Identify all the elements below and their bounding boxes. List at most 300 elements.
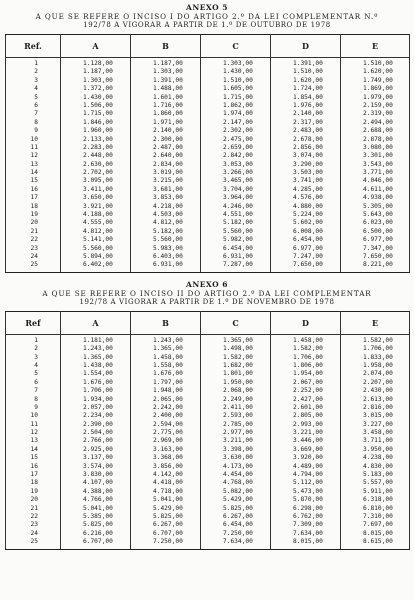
table-cell-value: 6.008,00 bbox=[293, 227, 323, 235]
table-cell-value: 1.974,00 bbox=[223, 110, 253, 118]
table-cell-value: 2.925,00 bbox=[83, 445, 113, 453]
table-cell-value: 2.613,00 bbox=[363, 395, 393, 403]
column-header-b: B bbox=[131, 35, 201, 58]
table-cell-value: 3.266,00 bbox=[223, 169, 253, 177]
column-header-d: D bbox=[271, 311, 341, 334]
table-cell-value: 5.141,00 bbox=[83, 236, 113, 244]
table-cell-value: 2.878,00 bbox=[363, 135, 393, 143]
table-cell-value: 2.805,00 bbox=[293, 412, 323, 420]
table-cell-value: 1.706,00 bbox=[83, 387, 113, 395]
table-cell-value: 2.430,00 bbox=[363, 387, 393, 395]
table-cell-value: 1.430,00 bbox=[83, 93, 113, 101]
table-cell-value: 2.630,00 bbox=[83, 160, 113, 168]
table-cell-value: 8 bbox=[34, 395, 38, 403]
column-header-b: B bbox=[131, 311, 201, 334]
annex5-title: ANEXO 5 bbox=[186, 3, 228, 12]
table-cell-value: 5.041,00 bbox=[153, 496, 183, 504]
table-cell-value: 3.465,00 bbox=[223, 177, 253, 185]
table-cell-value: 2.785,00 bbox=[223, 420, 253, 428]
table-cell-value: 1.715,00 bbox=[223, 93, 253, 101]
table-cell-value: 11 bbox=[30, 420, 38, 428]
table-body-row bbox=[6, 334, 410, 549]
table-cell-value: 4.794,00 bbox=[293, 471, 323, 479]
table-cell-value: 2.448,00 bbox=[83, 152, 113, 160]
table-cell-value: 1 bbox=[34, 60, 38, 67]
table-cell-value: 1.682,00 bbox=[223, 361, 253, 369]
table-cell-value: 1.365,00 bbox=[83, 353, 113, 361]
table-cell-value: 2.234,00 bbox=[83, 412, 113, 420]
ref-column bbox=[6, 58, 61, 273]
table-cell-value: 1.391,00 bbox=[153, 76, 183, 84]
table-cell-value: 5.557,00 bbox=[363, 479, 393, 487]
table-cell-value: 24 bbox=[30, 252, 38, 260]
table-cell-value: 1.715,00 bbox=[83, 110, 113, 118]
table-cell-value: 6.810,00 bbox=[363, 504, 393, 512]
table-cell-value: 7.250,00 bbox=[223, 529, 253, 537]
table-cell-value: 1.365,00 bbox=[223, 336, 253, 344]
table-cell-value: 5.429,00 bbox=[153, 504, 183, 512]
table-cell-value: 3.630,00 bbox=[223, 454, 253, 462]
table-cell-value: 7.650,00 bbox=[293, 261, 323, 269]
table-cell-value: 4.173,00 bbox=[223, 462, 253, 470]
table-cell-value: 4.418,00 bbox=[153, 479, 183, 487]
table-cell-value: 4.046,00 bbox=[363, 177, 393, 185]
table-cell-value: 2.400,00 bbox=[153, 412, 183, 420]
table-cell-value: 5.825,00 bbox=[153, 512, 183, 520]
table-cell-value: 3.503,00 bbox=[293, 169, 323, 177]
table-cell-value: 1.181,00 bbox=[83, 336, 113, 344]
table-cell-value: 5.560,00 bbox=[223, 227, 253, 235]
table-cell-value: 2.302,00 bbox=[223, 127, 253, 135]
table-cell-value: 6.977,00 bbox=[363, 236, 393, 244]
table-cell-value: 1.724,00 bbox=[293, 85, 323, 93]
table-cell-value: 3.015,00 bbox=[363, 412, 393, 420]
table-cell-value: 1.243,00 bbox=[83, 345, 113, 353]
table-cell-value: 1.582,00 bbox=[293, 345, 323, 353]
table-cell-value: 1.438,00 bbox=[83, 361, 113, 369]
table-cell-value: 4.454,00 bbox=[223, 471, 253, 479]
annex6-title: ANEXO 6 bbox=[186, 279, 228, 289]
table-cell-value: 5.305,00 bbox=[363, 202, 393, 210]
table-cell-value: 3.921,00 bbox=[83, 202, 113, 210]
table-cell-value: 2.159,00 bbox=[363, 101, 393, 109]
table-cell-value: 6.216,00 bbox=[83, 529, 113, 537]
column-header-a: A bbox=[61, 311, 131, 334]
table-cell-value: 5.894,00 bbox=[83, 252, 113, 260]
table-cell-value: 10 bbox=[30, 135, 38, 143]
column-e-values bbox=[341, 334, 410, 549]
table-cell-value: 8.015,00 bbox=[363, 529, 393, 537]
table-cell-value: 1.601,00 bbox=[153, 93, 183, 101]
table-cell-value: 15 bbox=[30, 177, 38, 185]
column-header-a: A bbox=[61, 35, 131, 58]
table-cell-value: 4 bbox=[34, 85, 38, 93]
table-cell-value: 14 bbox=[30, 445, 38, 453]
table-cell-value: 20 bbox=[30, 496, 38, 504]
column-d-values bbox=[271, 334, 341, 549]
annex5-section bbox=[0, 0, 414, 273]
table-cell-value: 7.287,00 bbox=[223, 261, 253, 269]
table-cell-value: 3.053,00 bbox=[223, 160, 253, 168]
table-cell-value: 5 bbox=[34, 370, 38, 378]
table-cell-value: 1.510,00 bbox=[223, 76, 253, 84]
table-cell-value: 3.543,00 bbox=[363, 160, 393, 168]
table-cell-value: 23 bbox=[30, 521, 38, 529]
table-cell-value: 3.301,00 bbox=[363, 152, 393, 160]
table-cell-value: 3.704,00 bbox=[223, 185, 253, 193]
table-cell-value: 2.411,00 bbox=[223, 403, 253, 411]
table-cell-value: 9 bbox=[34, 403, 38, 411]
table-cell-value: 2.483,00 bbox=[293, 127, 323, 135]
column-b-values bbox=[131, 58, 201, 273]
table-cell-value: 1.716,00 bbox=[153, 101, 183, 109]
table-cell-value: 2.207,00 bbox=[363, 378, 393, 386]
table-cell-value: 10 bbox=[30, 412, 38, 420]
table-cell-value: 16 bbox=[30, 185, 38, 193]
table-cell-value: 2.317,00 bbox=[293, 118, 323, 126]
table-cell-value: 4.551,00 bbox=[223, 211, 253, 219]
table-cell-value: 1.510,00 bbox=[293, 68, 323, 76]
table-cell-value: 1.372,00 bbox=[83, 85, 113, 93]
table-cell-value: 7.247,00 bbox=[293, 252, 323, 260]
table-cell-value: 4.576,00 bbox=[293, 194, 323, 202]
table-cell-value: 1.934,00 bbox=[83, 395, 113, 403]
table-cell-value: 2.993,00 bbox=[293, 420, 323, 428]
table-cell-value: 1.958,00 bbox=[363, 361, 393, 369]
table-cell-value: 2.640,00 bbox=[153, 152, 183, 160]
table-cell-value: 3.964,00 bbox=[223, 194, 253, 202]
column-header-d: D bbox=[271, 35, 341, 58]
table-cell-value: 4.142,00 bbox=[153, 471, 183, 479]
table-cell-value: 5.224,00 bbox=[293, 211, 323, 219]
table-cell-value: 7 bbox=[34, 110, 38, 118]
table-cell-value: 1.960,00 bbox=[83, 127, 113, 135]
table-cell-value: 4.611,00 bbox=[363, 185, 393, 193]
table-cell-value: 1.676,00 bbox=[153, 370, 183, 378]
table-cell-value: 1.749,00 bbox=[363, 76, 393, 84]
table-cell-value: 2.249,00 bbox=[223, 395, 253, 403]
table-cell-value: 3.853,00 bbox=[153, 194, 183, 202]
table-header-row bbox=[6, 35, 410, 58]
table-cell-value: 12 bbox=[30, 429, 38, 437]
table-cell-value: 1.860,00 bbox=[153, 110, 183, 118]
column-header-c: C bbox=[201, 311, 271, 334]
table-cell-value: 8 bbox=[34, 118, 38, 126]
table-cell-value: 5.473,00 bbox=[293, 487, 323, 495]
table-cell-value: 1 bbox=[34, 336, 38, 344]
table-cell-value: 3.019,00 bbox=[153, 169, 183, 177]
table-cell-value: 3.574,00 bbox=[83, 462, 113, 470]
table-cell-value: 4.880,00 bbox=[293, 202, 323, 210]
table-cell-value: 4 bbox=[34, 361, 38, 369]
table-cell-value: 16 bbox=[30, 462, 38, 470]
table-cell-value: 20 bbox=[30, 219, 38, 227]
table-cell-value: 7.634,00 bbox=[223, 538, 253, 546]
table-cell-value: 1.948,00 bbox=[153, 387, 183, 395]
table-cell-value: 8.615,00 bbox=[363, 538, 393, 546]
table-cell-value: 6 bbox=[34, 378, 38, 386]
column-c-values bbox=[201, 334, 271, 549]
table-cell-value: 25 bbox=[30, 538, 38, 546]
table-cell-value: 1.558,00 bbox=[153, 361, 183, 369]
annex5-subtitle-line1: A QUE SE REFERE O INCISO I DO ARTIGO 2.º DA LEI COMPLEMENTAR N.º bbox=[35, 12, 379, 21]
table-cell-value: 3.227,00 bbox=[363, 420, 393, 428]
table-cell-value: 3 bbox=[34, 353, 38, 361]
table-cell-value: 22 bbox=[30, 236, 38, 244]
table-cell-value: 6.454,00 bbox=[223, 521, 253, 529]
table-cell-value: 1.806,00 bbox=[293, 361, 323, 369]
column-a-values bbox=[61, 334, 131, 549]
table-cell-value: 1.605,00 bbox=[223, 85, 253, 93]
table-cell-value: 7.650,00 bbox=[363, 252, 393, 260]
table-cell-value: 3.681,00 bbox=[153, 185, 183, 193]
table-cell-value: 3.221,00 bbox=[293, 429, 323, 437]
table-cell-value: 1.979,00 bbox=[363, 93, 393, 101]
table-cell-value: 6.298,00 bbox=[293, 504, 323, 512]
table-cell-value: 4.107,00 bbox=[83, 479, 113, 487]
table-cell-value: 1.950,00 bbox=[223, 378, 253, 386]
table-cell-value: 6.707,00 bbox=[153, 529, 183, 537]
table-cell-value: 4.555,00 bbox=[83, 219, 113, 227]
table-cell-value: 2.601,00 bbox=[293, 403, 323, 411]
column-header-c: C bbox=[201, 35, 271, 58]
table-cell-value: 3.080,00 bbox=[363, 143, 393, 151]
table-cell-value: 4.238,00 bbox=[363, 454, 393, 462]
table-cell-value: 6.707,00 bbox=[83, 538, 113, 546]
table-cell-value: 2.300,00 bbox=[153, 135, 183, 143]
table-cell-value: 2.068,00 bbox=[223, 387, 253, 395]
table-cell-value: 1.676,00 bbox=[83, 378, 113, 386]
table-cell-value: 1.869,00 bbox=[363, 85, 393, 93]
table-cell-value: 6.454,00 bbox=[293, 236, 323, 244]
table-cell-value: 21 bbox=[30, 227, 38, 235]
table-cell-value: 1.976,00 bbox=[293, 101, 323, 109]
table-cell-value: 6.267,00 bbox=[153, 521, 183, 529]
table-cell-value: 7.309,00 bbox=[293, 521, 323, 529]
table-cell-value: 1.582,00 bbox=[363, 336, 393, 344]
table-cell-value: 2.593,00 bbox=[223, 412, 253, 420]
table-cell-value: 6.762,00 bbox=[293, 512, 323, 520]
table-cell-value: 25 bbox=[30, 261, 38, 269]
table-cell-value: 5.983,00 bbox=[153, 244, 183, 252]
table-cell-value: 18 bbox=[30, 479, 38, 487]
table-cell-value: 3.711,00 bbox=[363, 437, 393, 445]
table-cell-value: 1.365,00 bbox=[153, 345, 183, 353]
table-cell-value: 3.446,00 bbox=[293, 437, 323, 445]
table-cell-value: 18 bbox=[30, 202, 38, 210]
table-cell-value: 3.398,00 bbox=[223, 445, 253, 453]
table-cell-value: 2.678,00 bbox=[293, 135, 323, 143]
table-cell-value: 1.954,00 bbox=[293, 370, 323, 378]
table-cell-value: 3.771,00 bbox=[363, 169, 393, 177]
table-cell-value: 2.977,00 bbox=[223, 429, 253, 437]
table-cell-value: 2.766,00 bbox=[83, 437, 113, 445]
table-cell-value: 5.082,00 bbox=[223, 487, 253, 495]
table-cell-value: 23 bbox=[30, 244, 38, 252]
column-a-values bbox=[61, 58, 131, 273]
table-cell-value: 5.911,00 bbox=[363, 487, 393, 495]
table-cell-value: 1.510,00 bbox=[363, 60, 393, 67]
table-cell-value: 2.067,00 bbox=[293, 378, 323, 386]
table-cell-value: 5.429,00 bbox=[223, 496, 253, 504]
table-cell-value: 4.188,00 bbox=[83, 211, 113, 219]
table-cell-value: 2.688,00 bbox=[363, 127, 393, 135]
table-cell-value: 1.833,00 bbox=[363, 353, 393, 361]
table-cell-value: 19 bbox=[30, 487, 38, 495]
table-cell-value: 4.766,00 bbox=[83, 496, 113, 504]
table-cell-value: 4.285,00 bbox=[293, 185, 323, 193]
column-e-values bbox=[341, 58, 410, 273]
table-cell-value: 2.133,00 bbox=[83, 135, 113, 143]
table-cell-value: 1.706,00 bbox=[293, 353, 323, 361]
table-cell-value: 1.243,00 bbox=[153, 336, 183, 344]
table-cell-value: 1.554,00 bbox=[83, 370, 113, 378]
table-cell-value: 1.488,00 bbox=[153, 85, 183, 93]
table-cell-value: 6 bbox=[34, 101, 38, 109]
table-cell-value: 24 bbox=[30, 529, 38, 537]
table-cell-value: 2.775,00 bbox=[153, 429, 183, 437]
table-cell-value: 9 bbox=[34, 127, 38, 135]
table-cell-value: 2.057,00 bbox=[83, 403, 113, 411]
table-cell-value: 6.403,00 bbox=[153, 252, 183, 260]
table-body-row bbox=[6, 58, 410, 273]
table-cell-value: 5 bbox=[34, 93, 38, 101]
table-cell-value: 5.560,00 bbox=[83, 244, 113, 252]
table-cell-value: 1.706,00 bbox=[363, 345, 393, 353]
table-cell-value: 1.971,00 bbox=[153, 118, 183, 126]
column-header-e: E bbox=[341, 311, 410, 334]
table-cell-value: 4.812,00 bbox=[83, 227, 113, 235]
table-cell-value: 3.411,00 bbox=[83, 185, 113, 193]
table-cell-value: 2.594,00 bbox=[153, 420, 183, 428]
table-cell-value: 1.187,00 bbox=[83, 68, 113, 76]
table-cell-value: 2.074,00 bbox=[363, 370, 393, 378]
table-cell-value: 2.702,00 bbox=[83, 169, 113, 177]
table-cell-value: 5.982,00 bbox=[223, 236, 253, 244]
table-cell-value: 13 bbox=[30, 160, 38, 168]
annex6-subtitle-line2: 192/78 A VIGORAR A PARTIR DE 1.º DE NOVEMBRO DE 1978 bbox=[79, 297, 335, 306]
table-cell-value: 1.187,00 bbox=[153, 60, 183, 67]
table-cell-value: 1.620,00 bbox=[293, 76, 323, 84]
table-cell-value: 2.487,00 bbox=[153, 143, 183, 151]
table-cell-value: 4.830,00 bbox=[363, 462, 393, 470]
table-cell-value: 1.846,00 bbox=[83, 118, 113, 126]
table-cell-value: 1.854,00 bbox=[293, 93, 323, 101]
table-cell-value: 1.620,00 bbox=[363, 68, 393, 76]
table-cell-value: 1.458,00 bbox=[293, 336, 323, 344]
table-cell-value: 3.290,00 bbox=[293, 160, 323, 168]
ref-column bbox=[6, 334, 61, 549]
column-header-ref: Ref bbox=[6, 311, 61, 334]
table-cell-value: 3.650,00 bbox=[83, 194, 113, 202]
table-cell-value: 15 bbox=[30, 454, 38, 462]
column-header-e: E bbox=[341, 35, 410, 58]
table-cell-value: 8.221,00 bbox=[363, 261, 393, 269]
annex5-subtitle-line2: 192/78 A VIGORAR A PARTIR DE 1.º DE OUTUBRO DE 1978 bbox=[83, 21, 331, 29]
table-cell-value: 3.137,00 bbox=[83, 454, 113, 462]
table-cell-value: 4.938,00 bbox=[363, 194, 393, 202]
table-cell-value: 2.140,00 bbox=[153, 127, 183, 135]
table-cell-value: 1.801,00 bbox=[223, 370, 253, 378]
table-cell-value: 2.242,00 bbox=[153, 403, 183, 411]
table-cell-value: 2.140,00 bbox=[293, 110, 323, 118]
table-cell-value: 2.147,00 bbox=[223, 118, 253, 126]
table-cell-value: 5.825,00 bbox=[83, 521, 113, 529]
table-cell-value: 2.427,00 bbox=[293, 395, 323, 403]
table-cell-value: 5.870,00 bbox=[293, 496, 323, 504]
table-cell-value: 5.825,00 bbox=[223, 504, 253, 512]
table-cell-value: 1.506,00 bbox=[83, 101, 113, 109]
table-cell-value: 17 bbox=[30, 194, 38, 202]
table-cell-value: 7.634,00 bbox=[293, 529, 323, 537]
column-b-values bbox=[131, 334, 201, 549]
table-cell-value: 3.950,00 bbox=[363, 445, 393, 453]
column-header-ref: Ref. bbox=[6, 35, 61, 58]
table-cell-value: 3.074,00 bbox=[293, 152, 323, 160]
table-cell-value: 4.768,00 bbox=[223, 479, 253, 487]
table-cell-value: 4.812,00 bbox=[153, 219, 183, 227]
table-cell-value: 7.697,00 bbox=[363, 521, 393, 529]
table-cell-value: 6.318,00 bbox=[363, 496, 393, 504]
table-cell-value: 3.163,00 bbox=[153, 445, 183, 453]
table-cell-value: 1.458,00 bbox=[153, 353, 183, 361]
table-cell-value: 6.267,00 bbox=[223, 512, 253, 520]
table-cell-value: 6.931,00 bbox=[153, 261, 183, 269]
table-cell-value: 6.931,00 bbox=[223, 252, 253, 260]
table-cell-value: 1.303,00 bbox=[153, 68, 183, 76]
table-cell-value: 13 bbox=[30, 437, 38, 445]
table-cell-value: 4.718,00 bbox=[153, 487, 183, 495]
table-cell-value: 5.385,00 bbox=[83, 512, 113, 520]
table-cell-value: 6.454,00 bbox=[223, 244, 253, 252]
table-cell-value: 3.920,00 bbox=[293, 454, 323, 462]
table-cell-value: 1.582,00 bbox=[223, 353, 253, 361]
table-cell-value: 3.830,00 bbox=[83, 471, 113, 479]
annex6-salary-table bbox=[5, 311, 410, 550]
table-cell-value: 6.500,00 bbox=[363, 227, 393, 235]
table-cell-value: 3.669,00 bbox=[293, 445, 323, 453]
table-cell-value: 2.252,00 bbox=[293, 387, 323, 395]
table-cell-value: 2.390,00 bbox=[83, 420, 113, 428]
table-cell-value: 2 bbox=[34, 345, 38, 353]
column-d-values bbox=[271, 58, 341, 273]
table-cell-value: 3.095,00 bbox=[83, 177, 113, 185]
table-cell-value: 5.643,00 bbox=[363, 211, 393, 219]
annex5-salary-table bbox=[5, 34, 410, 273]
table-cell-value: 3.458,00 bbox=[363, 429, 393, 437]
table-cell-value: 3.211,00 bbox=[223, 437, 253, 445]
table-cell-value: 1.391,00 bbox=[293, 60, 323, 67]
table-cell-value: 2.494,00 bbox=[363, 118, 393, 126]
column-c-values bbox=[201, 58, 271, 273]
table-cell-value: 6.402,00 bbox=[83, 261, 113, 269]
table-cell-value: 4.503,00 bbox=[153, 211, 183, 219]
table-cell-value: 4.388,00 bbox=[83, 487, 113, 495]
table-cell-value: 1.430,00 bbox=[223, 68, 253, 76]
table-cell-value: 5.041,00 bbox=[83, 504, 113, 512]
table-cell-value: 3.856,00 bbox=[153, 462, 183, 470]
table-cell-value: 2.969,00 bbox=[153, 437, 183, 445]
table-cell-value: 2.856,00 bbox=[293, 143, 323, 151]
table-cell-value: 6.977,00 bbox=[293, 244, 323, 252]
table-cell-value: 14 bbox=[30, 169, 38, 177]
table-cell-value: 2.319,00 bbox=[363, 110, 393, 118]
table-cell-value: 2.834,00 bbox=[153, 160, 183, 168]
table-cell-value: 7.347,00 bbox=[363, 244, 393, 252]
table-cell-value: 5.560,00 bbox=[153, 236, 183, 244]
table-cell-value: 2.659,00 bbox=[223, 143, 253, 151]
table-cell-value: 21 bbox=[30, 504, 38, 512]
